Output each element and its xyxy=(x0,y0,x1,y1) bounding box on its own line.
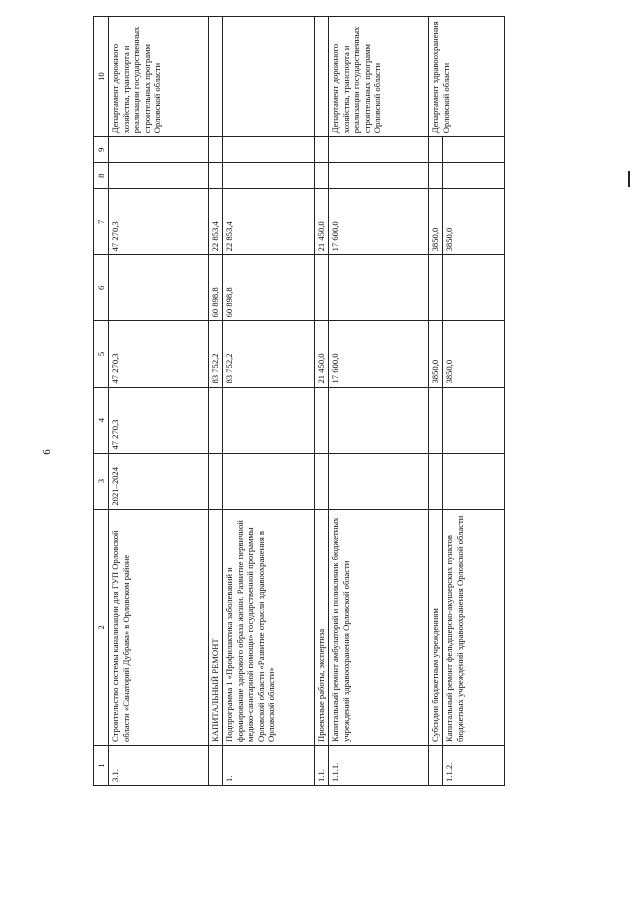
cell-col5: 47 270,3 xyxy=(109,321,209,387)
cell-col6 xyxy=(429,255,443,321)
row-number xyxy=(209,745,223,785)
cell-col8 xyxy=(429,163,443,189)
row-period xyxy=(329,453,429,509)
cell-col5: 21 450,0 xyxy=(315,321,329,387)
cell-col5: 17 600,0 xyxy=(329,321,429,387)
row-period xyxy=(443,453,505,509)
row-name: Субсидии бюджетным учреждениям xyxy=(429,509,443,745)
cell-col4: 47 270,3 xyxy=(109,387,209,453)
cell-col5: 83 752,2 xyxy=(223,321,315,387)
column-header: 10 xyxy=(94,17,109,137)
table-header-row xyxy=(94,17,109,786)
row-period: 2021–2024 xyxy=(109,453,209,509)
cell-col6 xyxy=(329,255,429,321)
cell-col7: 17 600,0 xyxy=(329,189,429,255)
row-number: 1. xyxy=(223,745,315,785)
page-number: 6 xyxy=(40,449,53,455)
row-department xyxy=(315,17,329,137)
cell-col5: 3850,0 xyxy=(429,321,443,387)
row-name: Строительство системы канализации для ГУП Орловской области «Санаторий Дубрава» в Орловском районе xyxy=(109,509,209,745)
cell-col5: 3850,0 xyxy=(443,321,505,387)
table-row xyxy=(109,17,209,786)
document-sheet xyxy=(93,16,503,786)
table-row xyxy=(315,17,329,786)
row-name: Капитальный ремонт фельдшерско-акушерских пунктов бюджетных учреждений здравоохранения Орловской области xyxy=(443,509,505,745)
row-name: Капитальный ремонт амбулаторий и поликлиник бюджетных учреждений здравоохранения Орловской области xyxy=(329,509,429,745)
row-department xyxy=(209,17,223,137)
cell-col8 xyxy=(315,163,329,189)
cell-col4 xyxy=(315,387,329,453)
cell-col7: 3850,0 xyxy=(429,189,443,255)
cell-col7: 47 270,3 xyxy=(109,189,209,255)
cell-col6 xyxy=(315,255,329,321)
rotated-table-wrapper xyxy=(93,16,503,786)
cell-col9 xyxy=(209,137,223,163)
column-header: 9 xyxy=(94,137,109,163)
table-row xyxy=(223,17,315,786)
cell-col8 xyxy=(329,163,429,189)
row-number: 1.1. xyxy=(315,745,329,785)
cell-col5: 83 752,2 xyxy=(209,321,223,387)
row-number xyxy=(429,745,443,785)
cell-col7: 22 853,4 xyxy=(209,189,223,255)
column-header: 5 xyxy=(94,321,109,387)
cell-col4 xyxy=(223,387,315,453)
column-header: 7 xyxy=(94,189,109,255)
row-department xyxy=(223,17,315,137)
cell-col6 xyxy=(443,255,505,321)
cell-col8 xyxy=(209,163,223,189)
column-header: 3 xyxy=(94,453,109,509)
cell-col8 xyxy=(443,163,505,189)
cell-col9 xyxy=(223,137,315,163)
cell-col9 xyxy=(443,137,505,163)
cell-col4 xyxy=(209,387,223,453)
cell-col9 xyxy=(109,137,209,163)
table-row xyxy=(209,17,223,786)
column-header: 4 xyxy=(94,387,109,453)
row-name: КАПИТАЛЬНЫЙ РЕМОНТ xyxy=(209,509,223,745)
cell-col4 xyxy=(443,387,505,453)
cell-col8 xyxy=(223,163,315,189)
row-period xyxy=(429,453,443,509)
cell-col8 xyxy=(109,163,209,189)
cell-col7: 3850,0 xyxy=(443,189,505,255)
row-number: 3.1. xyxy=(109,745,209,785)
row-period xyxy=(223,453,315,509)
row-period xyxy=(315,453,329,509)
column-header: 6 xyxy=(94,255,109,321)
row-department: Департамент здравоохранения Орловской области xyxy=(429,17,505,137)
cell-col9 xyxy=(315,137,329,163)
table-row xyxy=(329,17,429,786)
row-name: Подпрограмма 1 «Профилактика заболеваний и формирование здорового образа жизни. Развитие первичной медико-санитарной помощи» государственной программы Орловской области «Развитие отрасли здравоохранения в Орловской области» xyxy=(223,509,315,745)
row-department: Департамент дорожного хозяйства, транспорта и реализации государственных строительных программ Орловской области xyxy=(109,17,209,137)
cell-col6: 60 898,8 xyxy=(223,255,315,321)
row-number: 1.1.1. xyxy=(329,745,429,785)
column-header: 2 xyxy=(94,509,109,745)
column-header: 8 xyxy=(94,163,109,189)
row-period xyxy=(209,453,223,509)
cell-col9 xyxy=(429,137,443,163)
row-name: Проектные работы, экспертиза xyxy=(315,509,329,745)
cell-col9 xyxy=(329,137,429,163)
cell-col6: 60 898,8 xyxy=(209,255,223,321)
column-header: 1 xyxy=(94,745,109,785)
row-department: Департамент дорожного хозяйства, транспорта и реализации государственных строительных программ Орловской области xyxy=(329,17,429,137)
cell-col4 xyxy=(429,387,443,453)
budget-table xyxy=(93,16,505,786)
cell-col4 xyxy=(329,387,429,453)
row-number: 1.1.2. xyxy=(443,745,505,785)
cell-col6 xyxy=(109,255,209,321)
cell-col7: 21 450,0 xyxy=(315,189,329,255)
edge-mark xyxy=(628,171,630,187)
table-row xyxy=(429,17,443,786)
cell-col7: 22 853,4 xyxy=(223,189,315,255)
